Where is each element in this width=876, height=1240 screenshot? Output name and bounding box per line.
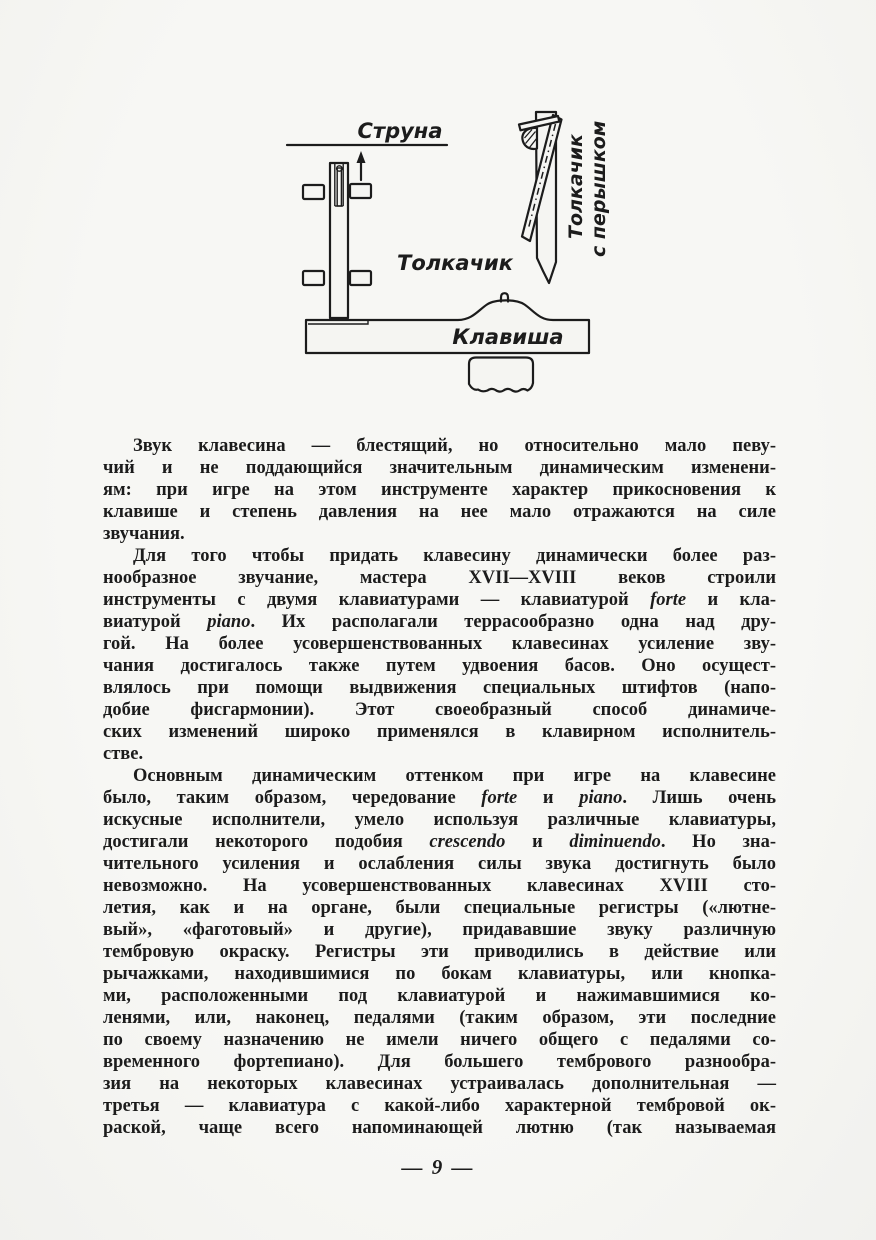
text-line bbox=[103, 831, 776, 853]
text-segment: добие фисгармонии). Этот своеобразный способ динамиче- bbox=[103, 700, 776, 720]
text-line bbox=[103, 919, 776, 941]
text-segment: . Лишь очень bbox=[622, 788, 776, 808]
text-line bbox=[103, 809, 776, 831]
text-segment: нообразное звучание, мастера XVII—XVIII веков строили bbox=[103, 568, 776, 588]
text-segment: и кла- bbox=[686, 590, 776, 610]
text-segment: и bbox=[517, 788, 580, 808]
bristle-spring bbox=[522, 128, 537, 149]
text-segment: временного фортепиано). Для большего тембрового разнообра- bbox=[103, 1052, 776, 1072]
text-segment: Основным динамическим оттенком при игре на клавесине bbox=[133, 766, 776, 786]
text-line bbox=[103, 589, 776, 611]
text-line bbox=[103, 435, 776, 457]
text-segment: влялось при помощи выдвижения специальных штифтов (напо- bbox=[103, 678, 776, 698]
text-line bbox=[103, 853, 776, 875]
text-line bbox=[103, 743, 776, 765]
text-line bbox=[103, 523, 776, 545]
jack-with-quill-view bbox=[519, 112, 610, 283]
italic-term: forte bbox=[481, 788, 518, 808]
text-segment: ских изменений широко применялся в клавирном исполнитель- bbox=[103, 722, 776, 742]
text-line bbox=[103, 633, 776, 655]
text-segment: ленями, или, наконец, педалями (таким образом, эти последние bbox=[103, 1008, 776, 1028]
text-line bbox=[103, 1029, 776, 1051]
jack-front-view bbox=[330, 163, 348, 318]
paragraph bbox=[103, 545, 776, 765]
text-line bbox=[103, 677, 776, 699]
text-segment: ми, расположенными под клавиатурой и нажимавшимися ко- bbox=[103, 986, 776, 1006]
page-number: — 9 — bbox=[401, 1155, 475, 1179]
text-line bbox=[103, 655, 776, 677]
text-segment: стве. bbox=[103, 744, 144, 764]
paragraph bbox=[103, 765, 776, 1139]
text-segment: раской, чаще всего напоминающей лютню (так называемая bbox=[103, 1118, 776, 1138]
text-segment: клавише и степень давления на нее мало отражаются на силе bbox=[103, 502, 776, 522]
text-segment: третья — клавиатура с какой-либо характерной тембровой ок- bbox=[103, 1096, 776, 1116]
text-line bbox=[103, 897, 776, 919]
italic-term: diminuendo bbox=[569, 832, 661, 852]
paragraph bbox=[103, 435, 776, 545]
text-segment: достигали некоторого подобия bbox=[103, 832, 430, 852]
text-line bbox=[103, 1073, 776, 1095]
text-line bbox=[103, 941, 776, 963]
key-label: Клавиша bbox=[452, 325, 564, 349]
text-segment: . Их располагали террасообразно одна над дру- bbox=[250, 612, 777, 632]
text-line bbox=[103, 699, 776, 721]
text-segment: звучания. bbox=[103, 524, 185, 544]
balance-support-block bbox=[469, 358, 533, 392]
text-line bbox=[103, 1007, 776, 1029]
body-text bbox=[103, 435, 776, 1139]
text-line bbox=[103, 567, 776, 589]
italic-term: piano bbox=[207, 612, 251, 632]
string-label: Струна bbox=[357, 119, 443, 143]
text-line bbox=[103, 787, 776, 809]
text-line bbox=[103, 765, 776, 787]
text-segment: зия на некоторых клавесинах устраивалась дополнительная — bbox=[103, 1074, 776, 1094]
text-line bbox=[103, 611, 776, 633]
text-line bbox=[103, 479, 776, 501]
text-segment: чания достигалось также путем удвоения басов. Оно осущест- bbox=[103, 656, 776, 676]
italic-term: crescendo bbox=[429, 832, 506, 852]
text-line bbox=[103, 963, 776, 985]
text-segment: ям: при игре на этом инструменте характер прикосновения к bbox=[103, 480, 776, 500]
jack-with-quill-label-line1: Толкачик bbox=[565, 134, 587, 239]
text-segment: Для того чтобы придать клавесину динамически более раз- bbox=[133, 546, 776, 566]
text-segment: тембровую окраску. Регистры эти приводились в действие или bbox=[103, 942, 776, 962]
text-segment: рычажками, находившимися по бокам клавиатуры, или кнопка- bbox=[103, 964, 776, 984]
text-line bbox=[103, 721, 776, 743]
italic-term: forte bbox=[650, 590, 687, 610]
text-segment: чительного усиления и ослабления силы звука достигнуть было bbox=[103, 854, 776, 874]
text-segment: инструменты с двумя клавиатурами — клавиатурой bbox=[103, 590, 651, 610]
text-line bbox=[103, 457, 776, 479]
text-segment: искусные исполнители, умело используя различные клавиатуры, bbox=[103, 810, 776, 830]
text-line bbox=[103, 1095, 776, 1117]
text-segment: по своему назначению не имели ничего общего с педалями со- bbox=[103, 1030, 776, 1050]
text-line bbox=[103, 985, 776, 1007]
text-segment: было, таким образом, чередование bbox=[103, 788, 482, 808]
jack-with-quill-label-line2: с перышком bbox=[588, 120, 610, 257]
text-segment: Звук клавесина — блестящий, но относительно мало певу- bbox=[133, 436, 776, 456]
up-arrow-icon bbox=[357, 151, 366, 180]
text-segment: летия, как и на органе, были специальные регистры («лютне- bbox=[103, 898, 776, 918]
text-segment: гой. На более усовершенствованных клавесинах усиление зву- bbox=[103, 634, 776, 654]
jack-label: Толкачик bbox=[397, 251, 513, 275]
text-line bbox=[103, 1051, 776, 1073]
italic-term: piano bbox=[579, 788, 623, 808]
text-segment: . Но зна- bbox=[660, 832, 776, 852]
text-segment: невозможно. На усовершенствованных клавесинах XVIII сто- bbox=[103, 876, 776, 896]
harpsichord-mechanism-diagram bbox=[0, 0, 876, 430]
text-segment: вый», «фаготовый» и другие), придававшие звуку различную bbox=[103, 920, 776, 940]
text-line bbox=[103, 1117, 776, 1139]
text-segment: чий и не поддающийся значительным динамическим изменени- bbox=[103, 458, 776, 478]
text-line bbox=[103, 875, 776, 897]
text-segment: и bbox=[505, 832, 570, 852]
text-line bbox=[103, 501, 776, 523]
text-line bbox=[103, 545, 776, 567]
text-segment: виатурой bbox=[103, 612, 208, 632]
